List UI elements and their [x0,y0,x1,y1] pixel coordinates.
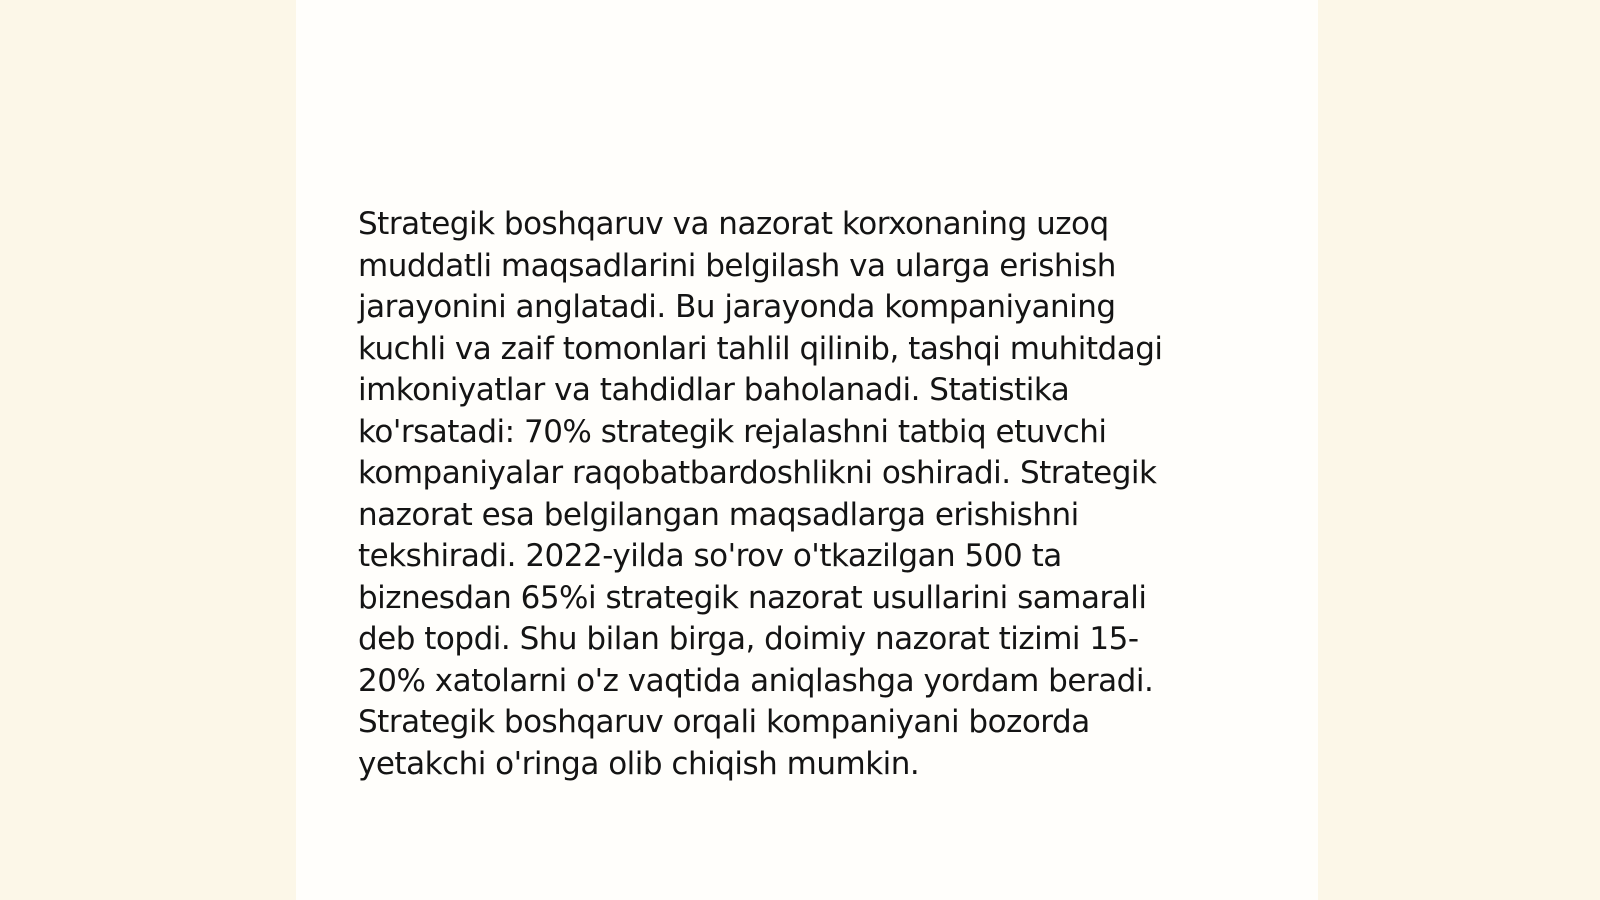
body-paragraph [358,204,1238,785]
paragraph-line: yetakchi o'ringa olib chiqish mumkin. [358,745,920,782]
paragraph-line: ko'rsatadi: 70% strategik rejalashni tatbiq etuvchi [358,413,1107,450]
paragraph-line: imkoniyatlar va tahdidlar baholanadi. Statistika [358,372,1070,408]
paragraph-line: muddatli maqsadlarini belgilash va ularga erishish [358,247,1116,284]
paragraph-line: jarayonini anglatadi. Bu jarayonda kompaniyaning [358,289,1116,325]
paragraph-line: kompaniyalar raqobatbardoshlikni oshiradi. Strategik [358,455,1157,491]
paragraph-line: tekshiradi. 2022-yilda so'rov o'tkazilgan 500 ta [358,538,1062,574]
paragraph-line: nazorat esa belgilangan maqsadlarga erishishni [358,496,1079,533]
paragraph-line: kuchli va zaif tomonlari tahlil qilinib, tashqi muhitdagi [358,330,1163,367]
paragraph-line: Strategik boshqaruv va nazorat korxonaning uzoq [358,206,1109,242]
paragraph-line: 20% xatolarni o'z vaqtida aniqlashga yordam beradi. [358,662,1154,699]
paragraph-line: biznesdan 65%i strategik nazorat usullarini samarali [358,579,1147,616]
document-page [296,0,1318,900]
paragraph-line: Strategik boshqaruv orqali kompaniyani bozorda [358,704,1090,740]
paragraph-line: deb topdi. Shu bilan birga, doimiy nazorat tizimi 15- [358,621,1139,657]
